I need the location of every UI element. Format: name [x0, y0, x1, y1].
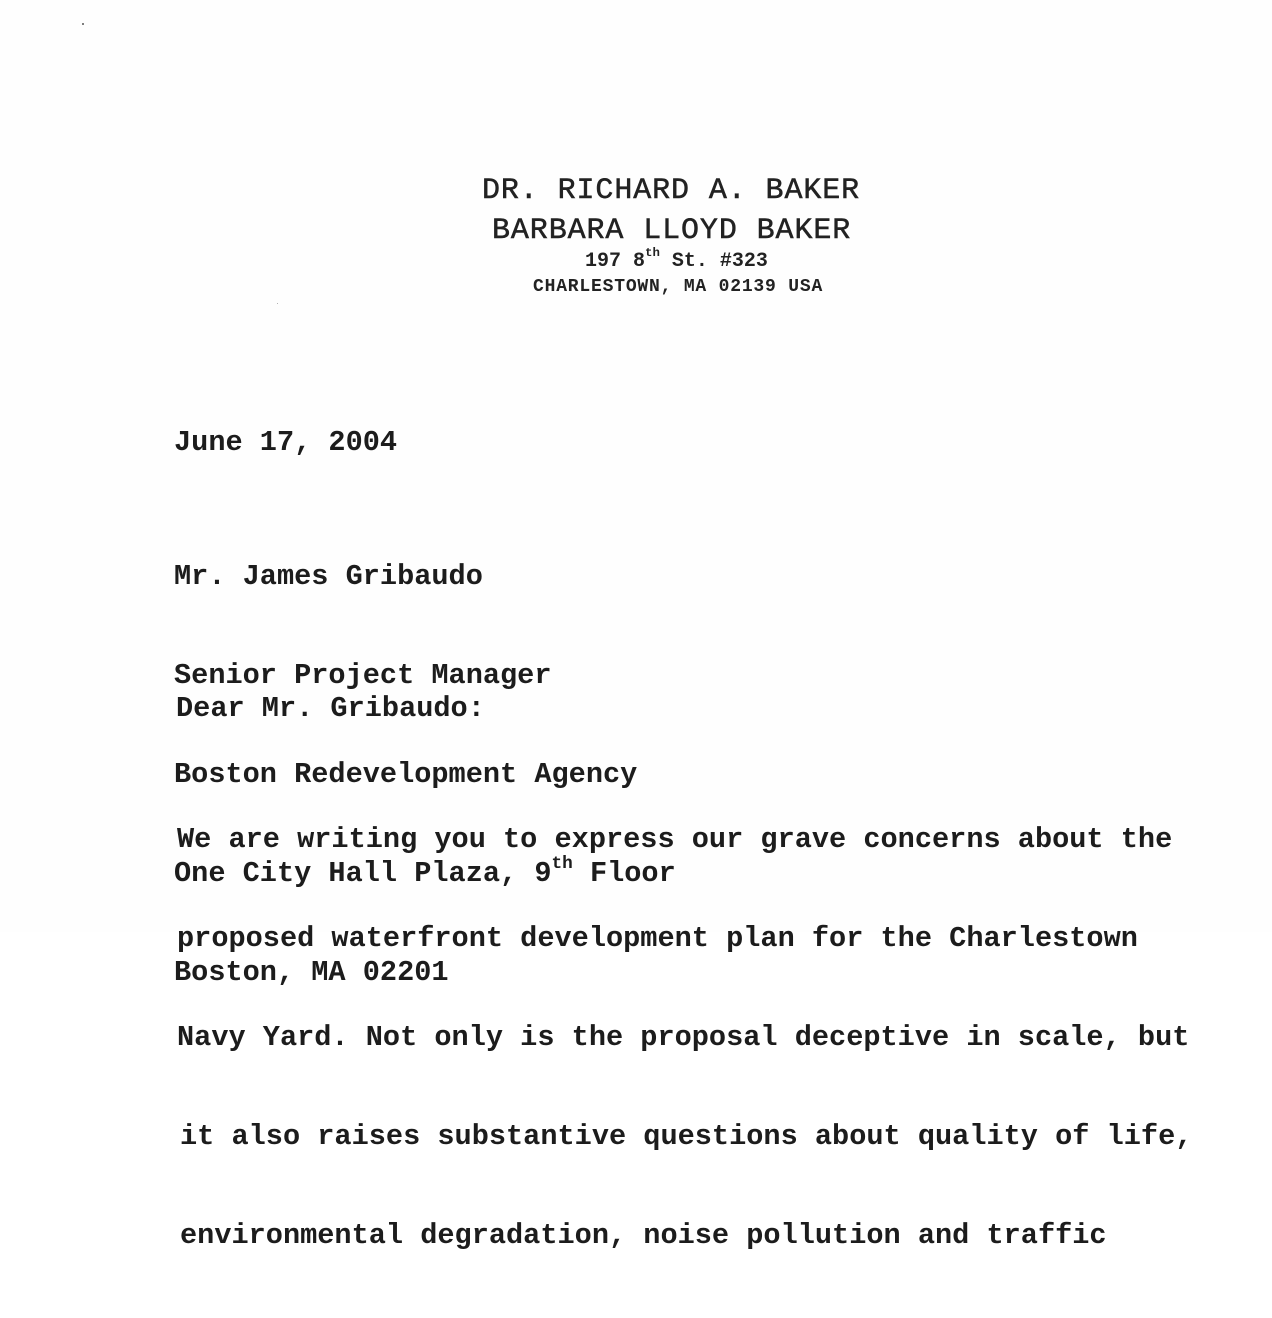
paragraph-line: proposed waterfront development plan for the Charlestown	[177, 922, 1138, 955]
scan-speck	[277, 303, 278, 304]
scan-speck	[82, 23, 84, 25]
letter-date: June 17, 2004	[174, 426, 398, 459]
ordinal-suffix: th	[551, 853, 573, 874]
recipient-name: Mr. James Gribaudo	[174, 560, 483, 593]
letterhead-name-1: DR. RICHARD A. BAKER	[482, 174, 861, 208]
recipient-city-state-zip: Boston, MA 02201	[174, 956, 449, 989]
body-paragraph-1	[177, 757, 1192, 1318]
ordinal-suffix: th	[645, 246, 660, 261]
paragraph-line: Navy Yard. Not only is the proposal deceptive in scale, but	[177, 1021, 1190, 1054]
letterhead-street-address	[585, 246, 768, 273]
paragraph-line: We are writing you to express our grave concerns about the	[177, 823, 1173, 856]
letterhead-name-2: BARBARA LLOYD BAKER	[492, 214, 852, 248]
recipient-street-suffix: Floor	[572, 857, 676, 890]
street-number: 197 8	[585, 250, 646, 273]
salutation: Dear Mr. Gribaudo:	[176, 692, 485, 725]
paragraph-line: environmental degradation, noise pollution and traffic	[180, 1219, 1107, 1252]
street-suffix: St. #323	[659, 250, 768, 273]
letterhead-city-line: CHARLESTOWN, MA 02139 USA	[533, 277, 824, 297]
cropped-next-line-fragment	[280, 928, 310, 932]
paragraph-line: it also raises substantive questions about quality of life,	[180, 1120, 1193, 1153]
recipient-street-prefix: One City Hall Plaza, 9	[174, 857, 552, 890]
recipient-title: Senior Project Manager	[174, 659, 552, 692]
recipient-organization: Boston Redevelopment Agency	[174, 758, 638, 791]
